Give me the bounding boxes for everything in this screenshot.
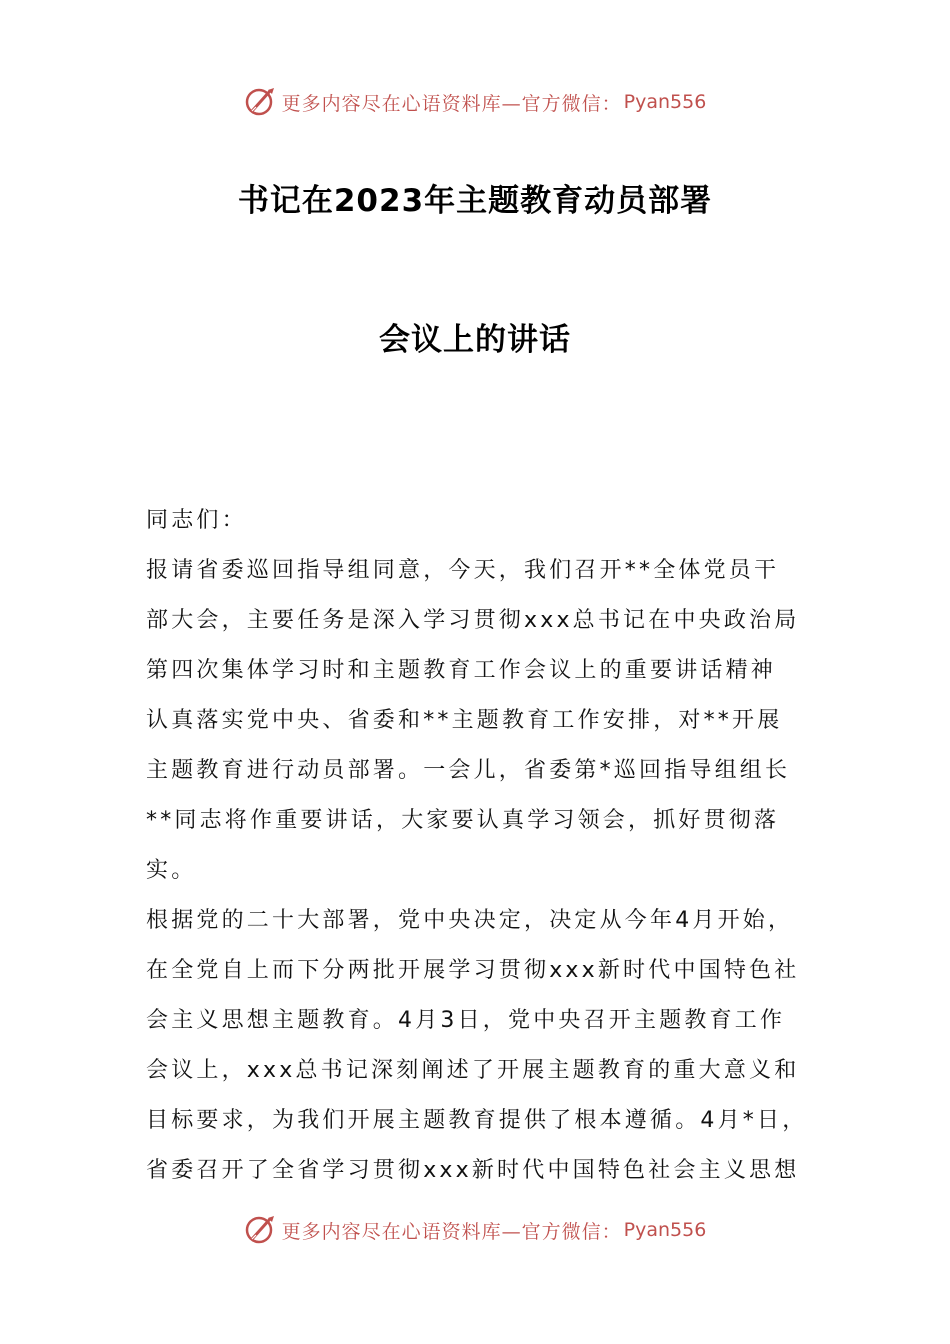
body-line: 目标要求，为我们开展主题教育提供了根本遵循。4月*日，	[146, 1108, 808, 1133]
body-line: 同志们：	[146, 508, 247, 533]
pen-logo-icon	[244, 1213, 278, 1247]
watermark-wechat-id: Pyan556	[623, 1219, 707, 1241]
body-line: 认真落实党中央、省委和**主题教育工作安排，对**开展	[146, 708, 783, 733]
document-body	[146, 496, 836, 1196]
body-line: 省委召开了全省学习贯彻xxx新时代中国特色社会主义思想	[146, 1158, 800, 1183]
watermark-wechat-id: Pyan556	[623, 91, 707, 113]
watermark-text: 更多内容尽在心语资料库—官方微信：	[281, 1220, 622, 1243]
watermark-text: 更多内容尽在心语资料库—官方微信：	[281, 92, 622, 115]
body-line: 实。	[146, 858, 197, 883]
body-line: 根据党的二十大部署，党中央决定，决定从今年4月开始，	[146, 908, 794, 933]
body-line: 部大会，主要任务是深入学习贯彻xxx总书记在中央政治局	[146, 608, 800, 633]
pen-logo-icon	[244, 85, 278, 119]
watermark-banner-bottom	[0, 1210, 950, 1250]
body-line: **同志将作重要讲话，大家要认真学习领会，抓好贯彻落	[146, 808, 780, 833]
document-title-line2: 会议上的讲话	[379, 322, 571, 358]
body-line: 第四次集体学习时和主题教育工作会议上的重要讲话精神	[146, 658, 777, 683]
watermark-banner-top	[0, 82, 950, 122]
body-line: 在全党自上而下分两批开展学习贯彻xxx新时代中国特色社	[146, 958, 800, 983]
body-line: 会主义思想主题教育。4月3日，党中央召开主题教育工作	[146, 1008, 786, 1033]
body-line: 报请省委巡回指导组同意，今天，我们召开**全体党员干	[146, 558, 780, 583]
body-line: 主题教育进行动员部署。一会儿，省委第*巡回指导组组长	[146, 758, 791, 783]
body-line: 会议上，xxx总书记深刻阐述了开展主题教育的重大意义和	[146, 1058, 800, 1083]
document-title-line1: 书记在2023年主题教育动员部署	[237, 183, 713, 219]
